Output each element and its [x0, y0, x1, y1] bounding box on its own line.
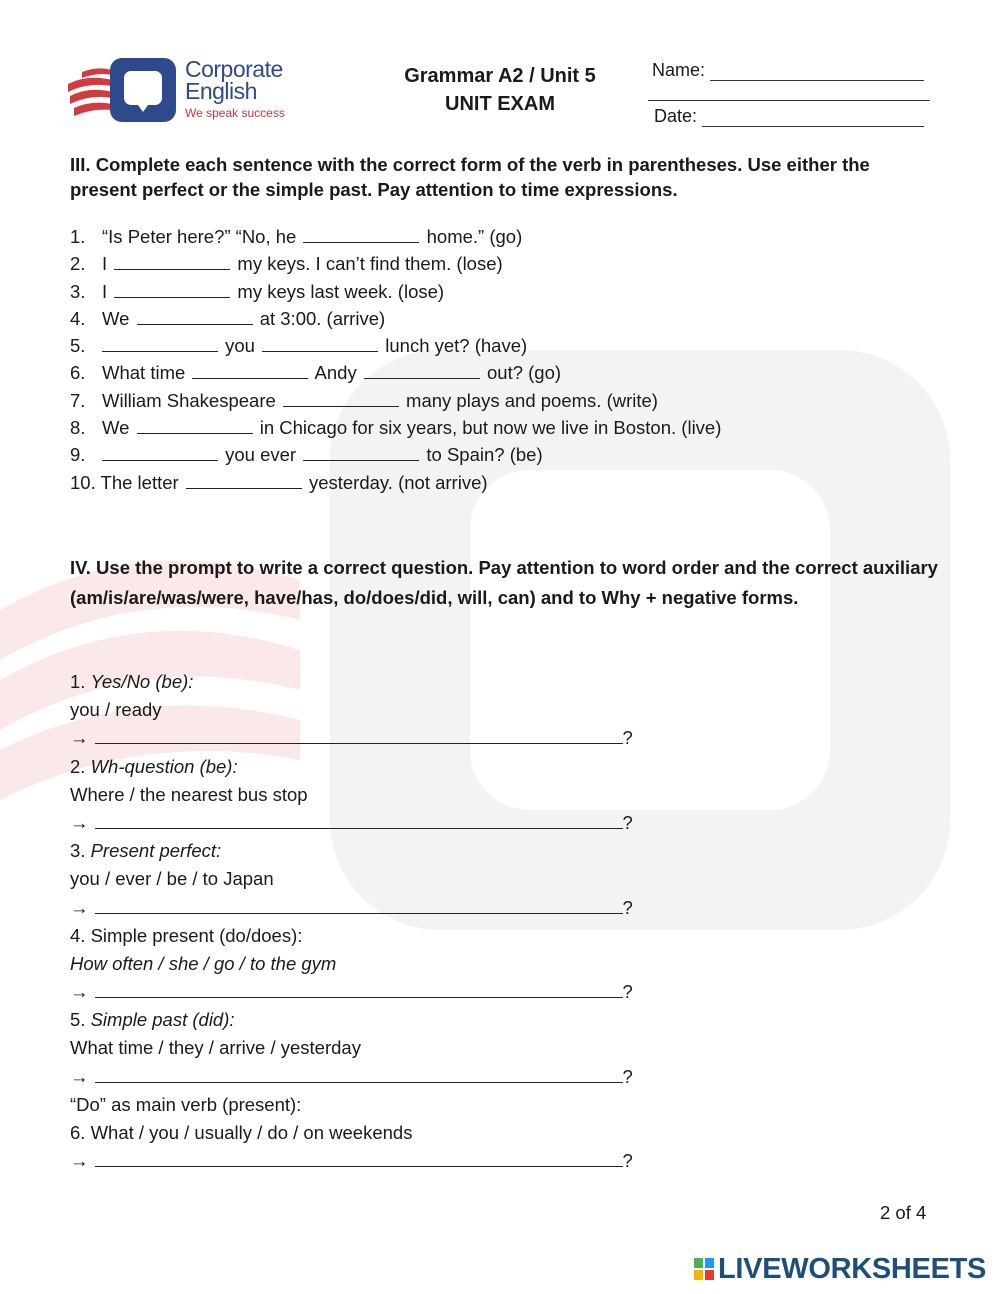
- list-item: [70, 250, 721, 277]
- flag-chat-icon: [68, 56, 180, 128]
- question-mark: ?: [622, 1065, 633, 1087]
- date-field: [654, 106, 924, 127]
- answer-blank[interactable]: [114, 281, 230, 298]
- answer-blank[interactable]: [283, 390, 399, 407]
- arrow-icon: →: [70, 1065, 89, 1087]
- section-3-instructions: III. Complete each sentence with the correct form of the verb in parentheses. Use either the present perfect or the simple past. Pay attention to time expressions.: [70, 154, 870, 200]
- question-type: [70, 837, 633, 865]
- date-label: Date:: [654, 106, 698, 126]
- list-item: [70, 414, 721, 441]
- answer-blank[interactable]: [262, 335, 378, 352]
- answer-row: [70, 724, 633, 752]
- question-number: 2.: [70, 755, 86, 777]
- answer-blank[interactable]: [303, 444, 419, 461]
- item-text: you: [225, 335, 255, 357]
- item-text: We: [102, 307, 130, 329]
- arrow-icon: →: [70, 896, 89, 918]
- arrow-icon: →: [70, 727, 89, 749]
- logo-line-corporate: Corporate: [185, 56, 283, 82]
- answer-blank[interactable]: [303, 226, 419, 243]
- item-text: The letter: [100, 471, 179, 493]
- answer-line[interactable]: [95, 895, 623, 914]
- answer-blank[interactable]: [114, 253, 230, 270]
- answer-row: [70, 809, 633, 837]
- question-number: 1.: [70, 671, 86, 692]
- question-prompt: How often / she / go / to the gym: [70, 952, 337, 974]
- question-type: [70, 668, 633, 696]
- list-item: [70, 278, 721, 305]
- answer-line[interactable]: [95, 1148, 623, 1167]
- page-number: 2 of 4: [880, 1202, 927, 1223]
- arrow-icon: →: [70, 981, 89, 1003]
- item-number: 5.: [70, 335, 86, 357]
- question-prompt: What time / they / arrive / yesterday: [70, 1037, 361, 1059]
- question-prompt: you / ready: [70, 699, 162, 721]
- answer-line[interactable]: [95, 725, 623, 744]
- item-text: We: [102, 417, 130, 439]
- list-item: [70, 359, 721, 386]
- item-text: you ever: [225, 444, 297, 466]
- question-type: 4. Simple present (do/does):: [70, 924, 303, 946]
- list-item: [70, 469, 721, 496]
- question-mark: ?: [622, 811, 633, 833]
- answer-line[interactable]: [95, 979, 623, 998]
- name-input-line[interactable]: [710, 62, 924, 81]
- item-text: William Shakespeare: [102, 389, 276, 411]
- date-input-line[interactable]: [702, 108, 924, 127]
- answer-blank[interactable]: [364, 362, 480, 379]
- question-prompt: 6. What / you / usually / do / on weekends: [70, 1122, 413, 1143]
- question-prompt: you / ever / be / to Japan: [70, 868, 274, 890]
- question-type: “Do” as main verb (present):: [70, 1093, 302, 1115]
- item-text: my keys. I can’t find them. (lose): [237, 253, 503, 275]
- item-text: home.” (go): [426, 226, 523, 247]
- item-text: in Chicago for six years, but now we live in Boston. (live): [259, 417, 722, 439]
- list-item: [70, 223, 721, 250]
- answer-blank[interactable]: [186, 472, 302, 489]
- exam-title: [360, 62, 640, 118]
- list-item: [70, 332, 721, 359]
- item-text: What time: [102, 362, 186, 384]
- logo-tagline: We speak success: [185, 106, 285, 120]
- question-mark: ?: [622, 896, 633, 918]
- question-mark: ?: [622, 981, 633, 1003]
- question-mark: ?: [622, 727, 633, 749]
- name-continuation-line[interactable]: [648, 100, 930, 101]
- section-4-instructions: IV. Use the prompt to write a correct question. Pay attention to word order and the correct auxiliary (am/is/are/was/were, have/has, do/does/did, will, can) and to Why + negative forms.: [70, 557, 938, 608]
- answer-row: [70, 1147, 633, 1175]
- name-field: [652, 60, 924, 81]
- question-mark: ?: [622, 1150, 633, 1172]
- item-number: 9.: [70, 444, 86, 466]
- answer-line[interactable]: [95, 810, 623, 829]
- item-text: out? (go): [487, 362, 562, 384]
- item-text: to Spain? (be): [426, 444, 543, 466]
- question-number: 5.: [70, 1009, 86, 1031]
- liveworksheets-wordmark: LIVEWORKSHEETS: [718, 1253, 987, 1285]
- list-item: [70, 441, 721, 468]
- item-number: 6.: [70, 362, 86, 384]
- item-number: 8.: [70, 417, 86, 439]
- answer-line[interactable]: [95, 1064, 623, 1083]
- exam-title-line1: Grammar A2 / Unit 5: [404, 65, 596, 87]
- corporate-english-logo: [68, 56, 308, 128]
- item-text: at 3:00. (arrive): [259, 307, 386, 329]
- answer-blank[interactable]: [102, 335, 218, 352]
- answer-row: [70, 1063, 633, 1091]
- item-text: I: [102, 280, 108, 302]
- item-text: many plays and poems. (write): [406, 389, 658, 411]
- question-type-label: Wh-question (be):: [90, 755, 238, 777]
- name-label: Name:: [652, 60, 706, 80]
- answer-blank[interactable]: [137, 417, 253, 434]
- item-text: “Is Peter here?” “No, he: [102, 226, 297, 247]
- item-text: I: [102, 253, 108, 275]
- item-number: 3.: [70, 280, 86, 302]
- question-prompt: Where / the nearest bus stop: [70, 783, 308, 805]
- question-type-label: Simple past (did):: [90, 1009, 235, 1031]
- question-type: [70, 753, 633, 781]
- answer-blank[interactable]: [192, 362, 308, 379]
- answer-blank[interactable]: [137, 308, 253, 325]
- answer-blank[interactable]: [102, 444, 218, 461]
- list-item: [70, 305, 721, 332]
- arrow-icon: →: [70, 1150, 89, 1172]
- answer-row: [70, 978, 633, 1006]
- list-item: [70, 387, 721, 414]
- question-type-label: Yes/No (be):: [90, 671, 194, 692]
- item-number: 1.: [70, 226, 86, 247]
- item-text: my keys last week. (lose): [237, 280, 445, 302]
- item-number: 2.: [70, 253, 86, 275]
- question-number: 3.: [70, 840, 86, 862]
- item-number: 10.: [70, 471, 96, 493]
- section-3-list: [70, 223, 721, 496]
- item-text: yesterday. (not arrive): [308, 471, 488, 493]
- exam-title-line2: UNIT EXAM: [445, 93, 555, 115]
- liveworksheets-icon: [694, 1258, 714, 1280]
- item-text: Andy: [314, 362, 357, 384]
- item-number: 4.: [70, 307, 86, 329]
- item-number: 7.: [70, 389, 86, 411]
- arrow-icon: →: [70, 811, 89, 833]
- item-text: lunch yet? (have): [385, 335, 528, 357]
- logo-line-english: English: [185, 78, 257, 104]
- section-4-list: [70, 668, 633, 1175]
- question-type: [70, 1006, 633, 1034]
- answer-row: [70, 894, 633, 922]
- question-type-label: Present perfect:: [90, 840, 222, 862]
